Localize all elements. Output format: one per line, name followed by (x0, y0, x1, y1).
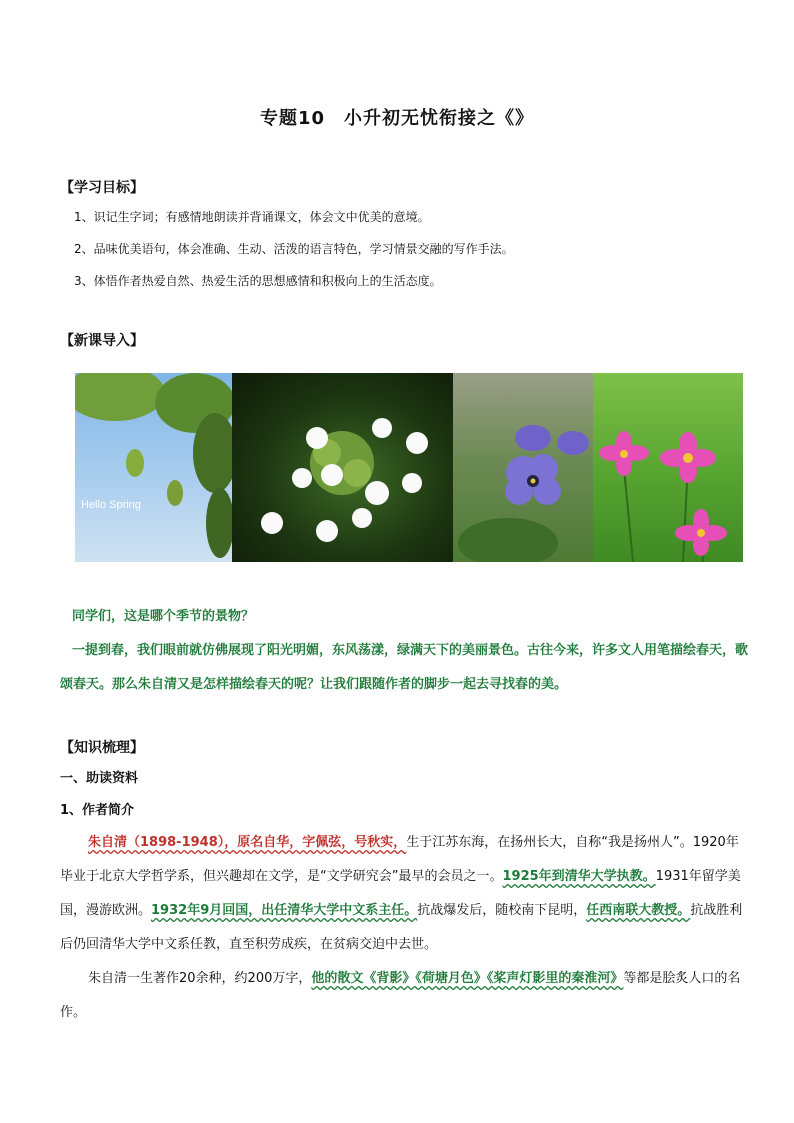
photo-pansies (453, 373, 593, 562)
goal-item-3: 3、体悟作者热爱自然、热爱生活的思想感情和积极向上的生活态度。 (74, 274, 442, 288)
intro-question: 同学们，这是哪个季节的景物？ (72, 609, 255, 624)
author-name-highlight: 朱自清（1898-1948），原名自华，字佩弦，号秋实， (88, 835, 407, 850)
section-heading-knowledge: 【知识梳理】 (60, 740, 144, 756)
works-highlight: 他的散文《背影》《荷塘月色》《桨声灯影里的秦淮河》 (311, 971, 624, 986)
bio-highlight-lianda: 任西南联大教授。 (586, 903, 691, 918)
works-text-1: 朱自清一生著作20余种，约200万字， (88, 971, 312, 986)
page-title: 专题10 小升初无忧衔接之《》 (259, 108, 535, 129)
goal-item-2: 2、品味优美语句，体会准确、生动、活泼的语言特色，学习情景交融的写作手法。 (74, 242, 514, 256)
photo-hops-sky (75, 373, 232, 562)
works-text-2: 等都是脍炙人口的名作。 (60, 971, 741, 1020)
goal-item-1: 1、识记生字词；有感情地朗读并背诵课文，体会文中优美的意境。 (74, 210, 430, 224)
bio-text-2: 1931年留学美国，漫游欧洲。 (60, 869, 741, 918)
bio-text-3: 抗战爆发后，随校南下昆明， (417, 903, 587, 918)
photo-cosmos (593, 373, 743, 562)
section-heading-intro: 【新课导入】 (60, 333, 144, 349)
bio-highlight-1925: 1925年到清华大学执教。 (502, 869, 656, 884)
spring-photo-strip (75, 373, 743, 562)
photo-caption: Hello Spring (81, 499, 141, 511)
author-bio-paragraph (60, 826, 750, 962)
works-paragraph (60, 962, 750, 1030)
bio-text-1: 生于江苏东海，在扬州长大，自称“我是扬州人”。1920年毕业于北京大学哲学系，但兴趣却在文学，是“文学研究会”最早的会员之一。 (60, 835, 739, 884)
subheading-author-intro: 1、作者简介 (60, 803, 135, 818)
intro-paragraph: 一提到春，我们眼前就仿佛展现了阳光明媚，东风荡漾，绿满天下的美丽景色。古往今来，许多文人用笔描绘春天，歌颂春天。那么朱自清又是怎样描绘春天的呢？让我们跟随作者的脚步一起去寻找春的美。 (60, 643, 749, 692)
photo-white-blossoms (232, 373, 453, 562)
section-heading-goals: 【学习目标】 (60, 180, 144, 196)
bio-text-4: 抗战胜利后仍回清华大学中文系任教，直至积劳成疾，在贫病交迫中去世。 (60, 903, 743, 952)
bio-highlight-1932: 1932年9月回国，出任清华大学中文系主任。 (151, 903, 418, 918)
subheading-reading-materials: 一、助读资料 (60, 771, 139, 786)
